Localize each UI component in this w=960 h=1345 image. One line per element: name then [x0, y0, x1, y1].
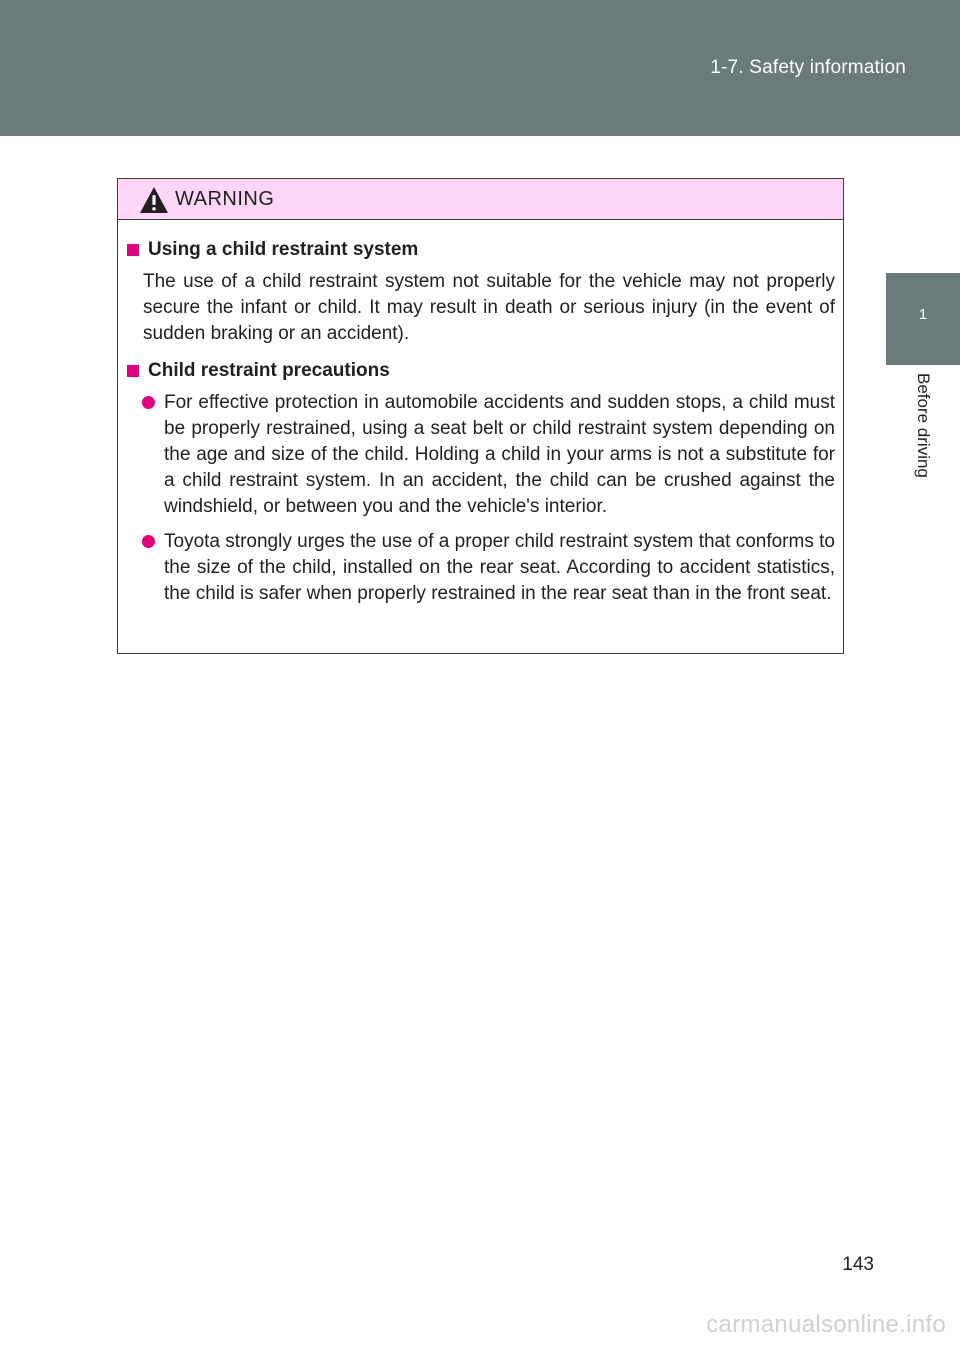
section-heading-text: Child restraint precautions — [148, 360, 390, 381]
warning-body — [118, 220, 843, 607]
warning-header — [118, 179, 843, 220]
list-item — [142, 529, 835, 607]
page-number: 143 — [842, 1254, 874, 1275]
square-bullet-icon — [127, 365, 139, 377]
warning-box — [117, 178, 844, 654]
warning-title: WARNING — [175, 188, 275, 210]
chapter-label-tab — [886, 365, 960, 655]
square-bullet-icon — [127, 244, 139, 256]
list-item — [142, 390, 835, 520]
list-item-text: Toyota strongly urges the use of a proper child restraint system that conforms to the size of the child, installed on the rear seat. According to accident statistics, the child is safer when properly restrained in the rear seat than in the front seat. — [164, 531, 835, 604]
section-heading-text: Using a child restraint system — [148, 239, 419, 260]
warning-section-2 — [126, 358, 835, 607]
section-paragraph: The use of a child restraint system not suitable for the vehicle may not properly secure the infant or child. It may result in death or serious injury (in the event of sudden braking or an accident). — [143, 271, 835, 344]
header-band — [0, 0, 960, 136]
warning-section-1 — [126, 237, 835, 347]
warning-triangle-icon — [139, 186, 169, 214]
list-item-text: For effective protection in automobile accidents and sudden stops, a child must be properly restrained, using a seat belt or child restraint system depending on the age and size of the child. Holding a child in your arms is not a substitute for a child restraint system. In an accident, the child can be crushed against the windshield, or between you and the vehicle's interior. — [164, 392, 835, 517]
section-heading — [126, 358, 835, 384]
chapter-tab — [886, 273, 960, 365]
watermark: carmanualsonline.info — [706, 1311, 946, 1338]
section-title: 1-7. Safety information — [710, 57, 906, 78]
chapter-label: Before driving — [914, 373, 933, 478]
chapter-number: 1 — [918, 306, 928, 323]
round-bullet-icon — [142, 535, 155, 548]
section-heading — [126, 237, 835, 263]
round-bullet-icon — [142, 396, 155, 409]
